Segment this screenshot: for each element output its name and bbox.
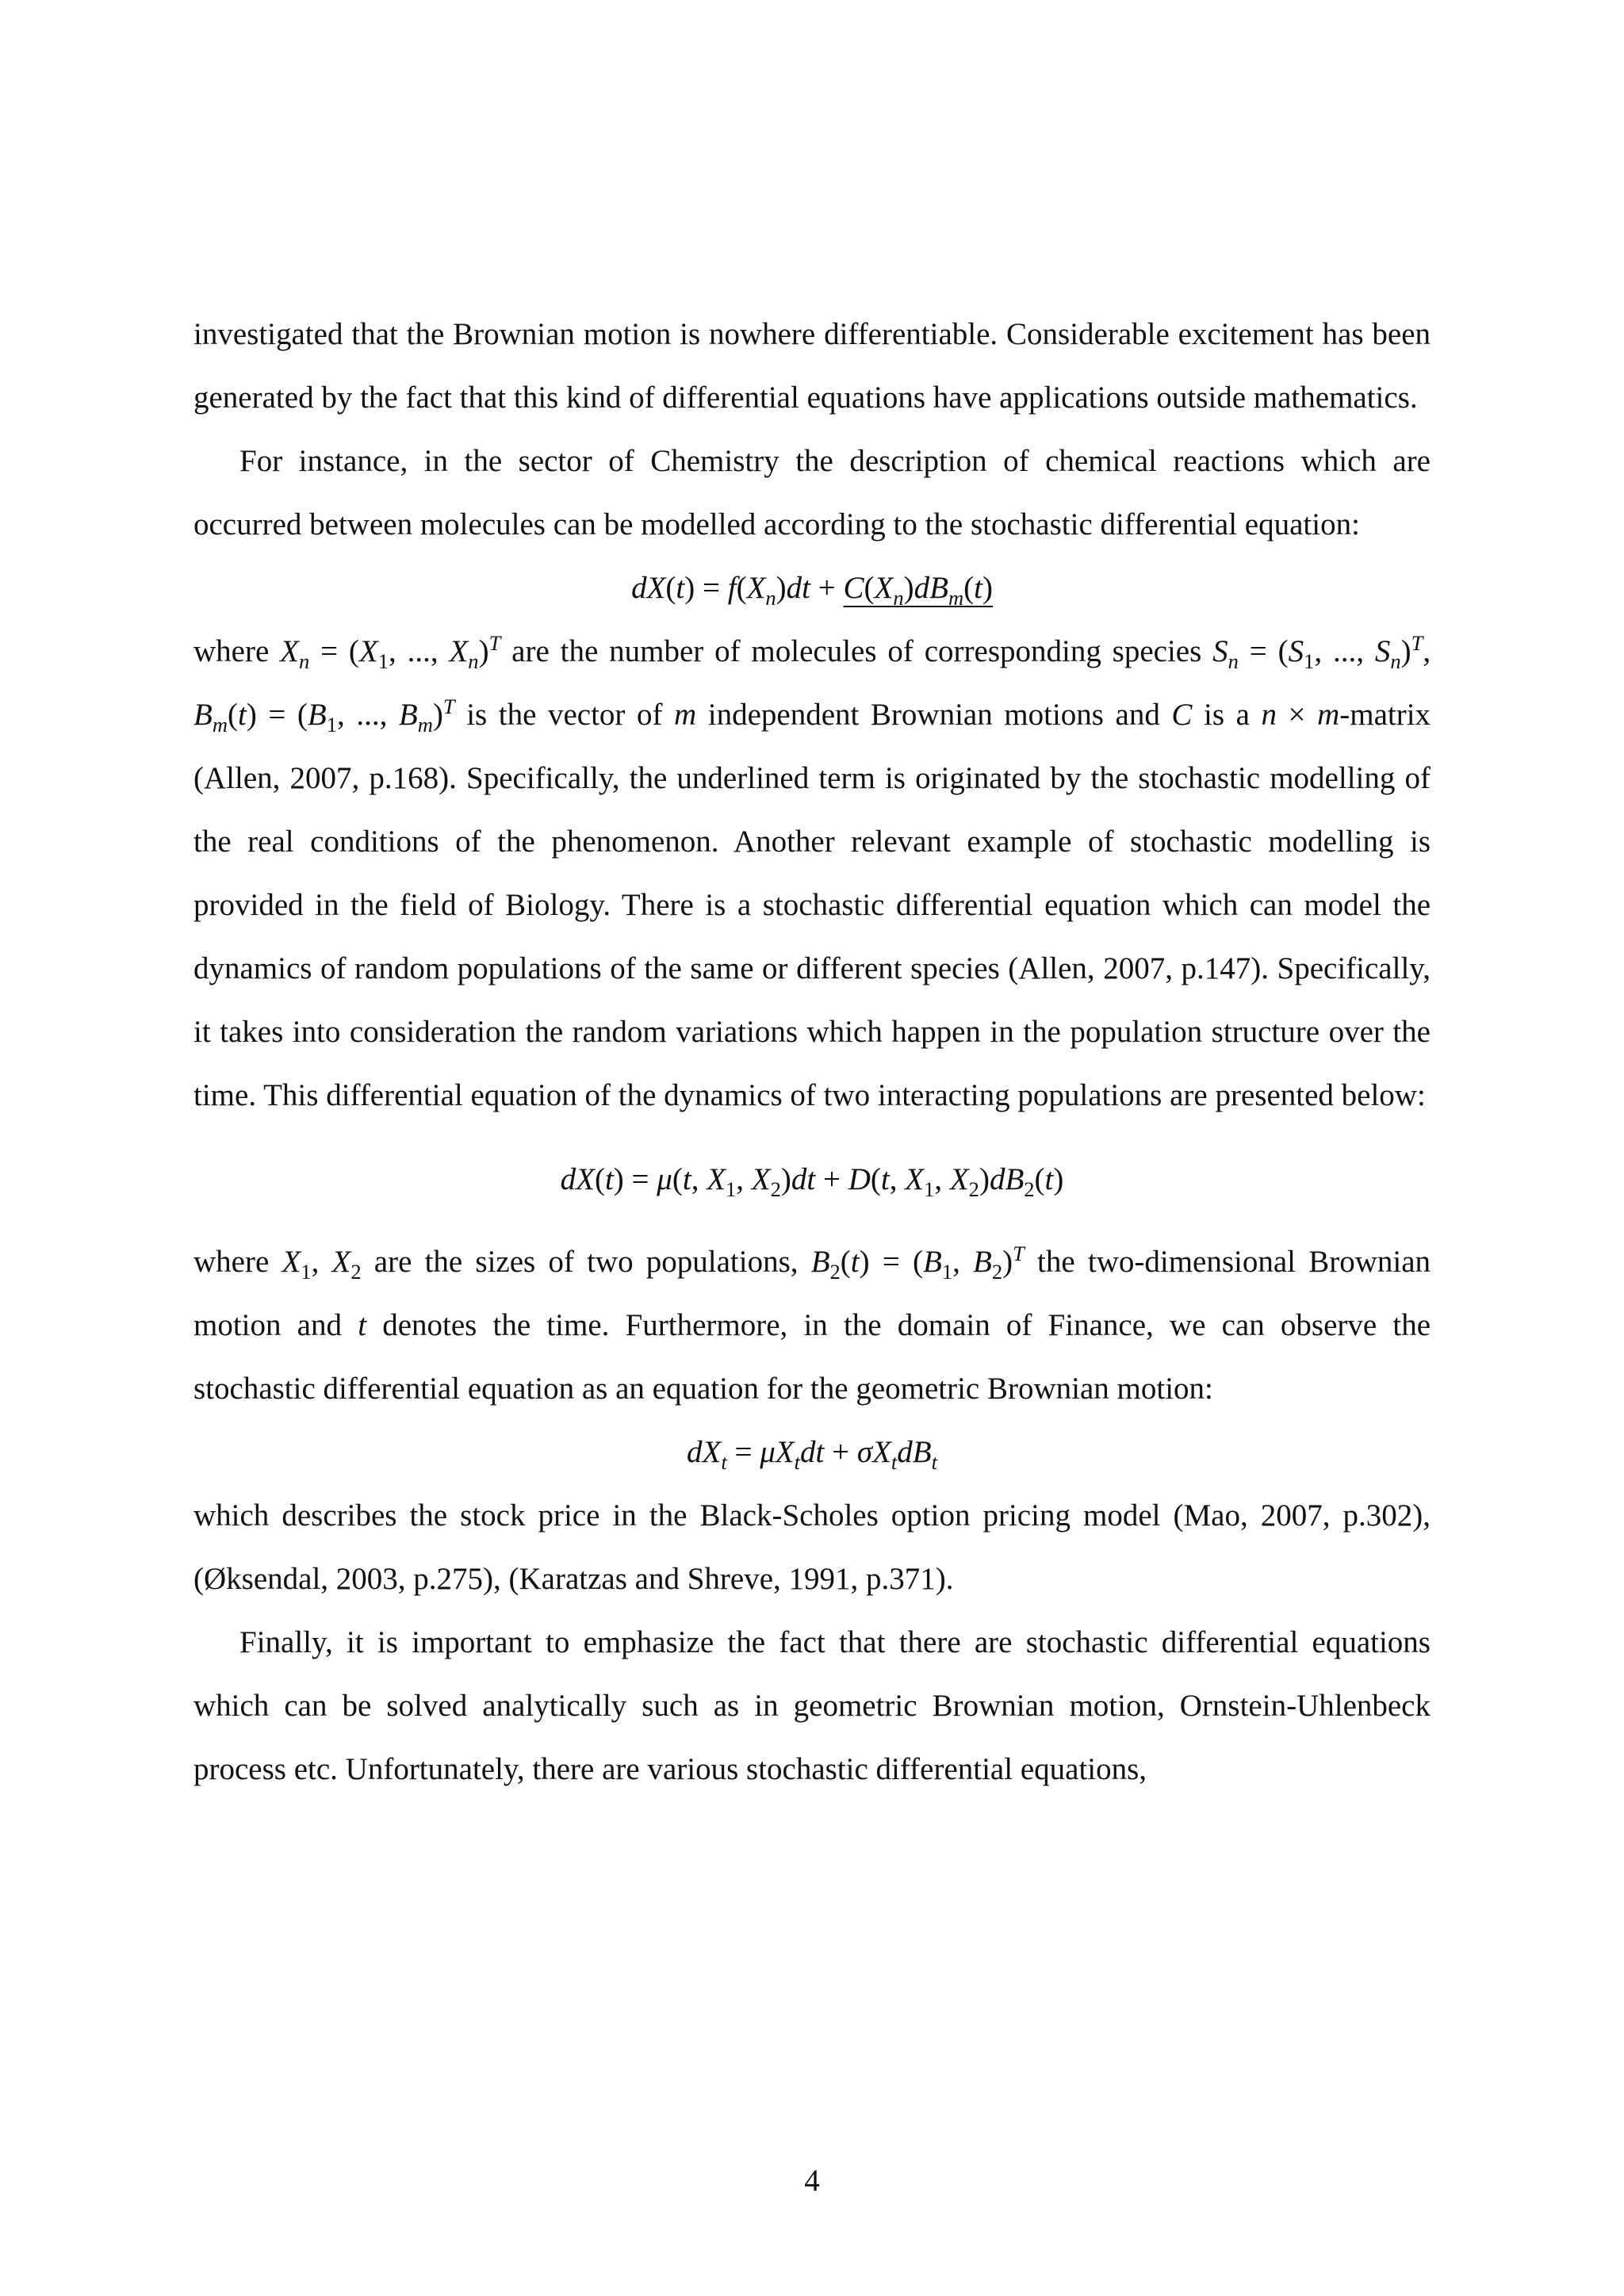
paragraph-3: where $X_n = (X_1$, ..., $X_n)^T$ are the number of molecules of corresponding species $S_n = (S_1$, ..., $S_n)^T$, $B_m(t) = (B_1$, ..., $B_m)^T$ is the vector of m independent Brownian motions and C is a n × m-matrix (Allen, 2007, p.168). Specifically, the underlined term is originated by the stochastic modelling of the real conditions of the phenomenon. Another relevant example of stochastic modelling is provided in the field of Biology. There is a stochastic differential equation which can model the dynamics of random populations of the same or different species (Allen, 2007, p.147). Specifically, it takes into consideration the random variations which happen in the population structure over the time. This differential equation of the dynamics of two interacting populations are presented below: xyxy=(193,631,1431,1112)
equation-chemistry: $dX(t) = f(X_n)dt + C(X_n)dB_m(t)$ xyxy=(631,571,993,610)
paragraph-5: which describes the stock price in the Black-Scholes option pricing model (Mao, 2007, p.302), (Øksendal, 2003, p.275), (Karatzas and Shreve, 1991, p.371). xyxy=(193,1498,1431,1596)
equation-biology: dX(t) = μ(t, $X_1$, $X_2)dt + D(t$, $X_1$, $X_2)dB_2(t)$ xyxy=(560,1162,1064,1201)
equation-finance: $dX_t = \mu X_tdt + \sigma X_tdB_t$ xyxy=(687,1435,937,1474)
paragraph-1: investigated that the Brownian motion is nowhere differentiable. Considerable excitement has been generated by the fact that this kind of differential equations have applications outside mathematics. xyxy=(193,317,1431,415)
paragraph-2: For instance, in the sector of Chemistry the description of chemical reactions which are occurred between molecules can be modelled according to the stochastic differential equation: xyxy=(193,444,1431,541)
underlined-term: $C(X_n)dB_m(t)$ xyxy=(843,571,993,610)
paragraph-6: Finally, it is important to emphasize the fact that there are stochastic differential equations which can be solved analytically such as in geometric Brownian motion, Ornstein-Uhlenbeck process etc. Unfortunately, there are various stochastic differential equations, xyxy=(193,1625,1431,1786)
page-number: 4 xyxy=(804,2164,820,2198)
paragraph-4: where $X_1$, $X_2$ are the sizes of two populations, $B_2(t) = (B_1$, $B_2)^T$ the two-dimensional Brownian motion and t denotes the time. Furthermore, in the domain of Finance, we can observe the stochastic differential equation as an equation for the geometric Brownian motion: xyxy=(193,1242,1431,1406)
body-text xyxy=(193,303,1431,1801)
